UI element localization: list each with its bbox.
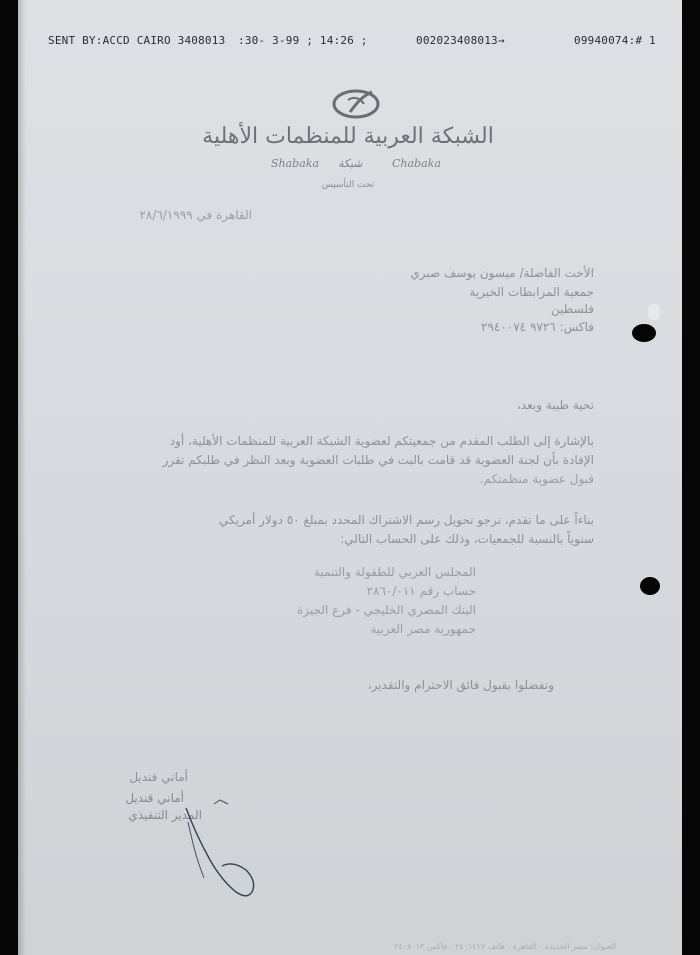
signatory-name: أماني قنديل bbox=[125, 791, 184, 805]
letter-date: القاهرة في ٢٨/٦/١٩٩٩ bbox=[139, 208, 252, 222]
founding-note: تحت التأسيس bbox=[321, 180, 375, 190]
org-name-arabic: الشبكة العربية للمنظمات الأهلية bbox=[202, 124, 494, 149]
punch-hole bbox=[632, 324, 656, 342]
shabaka-logo-icon bbox=[330, 86, 386, 122]
signature-stroke-icon bbox=[158, 770, 268, 910]
recipient-name: الأخت الفاضلة/ ميسون يوسف صبري bbox=[410, 266, 594, 280]
fax-date-time: :30- 3-99 ; 14:26 ; bbox=[238, 34, 368, 47]
fax-from-number: 002023408013→ bbox=[416, 34, 505, 47]
letter-greeting: تحية طيبة وبعد، bbox=[516, 398, 594, 412]
paragraph-2-line: بناءاً على ما تقدم، نرجو تحويل رسم الاشتراك المحدد بمبلغ ٥٠ دولار أمريكي bbox=[218, 513, 594, 527]
account-line: البنك المصري الخليجي - فرع الجيزة bbox=[297, 603, 476, 617]
letter-closing: وتفضلوا بقبول فائق الاحترام والتقدير، bbox=[367, 678, 554, 692]
fax-transmission-header bbox=[18, 34, 682, 50]
org-name-latin-right: Chabaka bbox=[392, 157, 441, 170]
recipient-fax: فاكس: ٩٧٢٦ ٢٩٤٠٠٧٤ bbox=[481, 320, 594, 334]
paper-stain bbox=[648, 304, 660, 320]
account-line: حساب رقم ٢٨٦٠/٠١١ bbox=[366, 584, 476, 598]
recipient-country: فلسطين bbox=[550, 302, 594, 316]
fax-page bbox=[18, 0, 682, 955]
fax-page-number: 09940074:# 1 bbox=[574, 34, 656, 47]
signature-handwritten: أماني قنديل bbox=[129, 770, 188, 784]
paragraph-1-line: قبول عضوية منظمتكم. bbox=[479, 472, 594, 486]
fax-sent-by: SENT BY:ACCD CAIRO 3408013 bbox=[48, 34, 226, 47]
recipient-organization: جمعية المرابطات الخيرية bbox=[469, 285, 594, 299]
paragraph-1-line: بالإشارة إلى الطلب المقدم من جمعيتكم لعضوية الشبكة العربية للمنظمات الأهلية، أود bbox=[169, 434, 594, 448]
punch-hole bbox=[640, 577, 660, 595]
letterhead-footer: العنوان: مصر الجديدة - القاهرة - هاتف ٢٤٠١٤١٧ - فاكس ٢٤٠٨٠١٣ bbox=[394, 942, 616, 951]
org-name-latin-left: Shabaka bbox=[271, 157, 320, 170]
account-line: المجلس العربي للطفولة والتنمية bbox=[314, 565, 476, 579]
signatory-title: المدير التنفيذي bbox=[128, 808, 202, 822]
paragraph-1-line: الإفادة بأن لجنة العضوية قد قامت بالبت في طلبات العضوية وبعد النظر في طلبكم تقرر bbox=[162, 453, 594, 467]
org-name-arabic-small: شبكة bbox=[338, 157, 363, 170]
paragraph-2-line: سنوياً بالنسبة للجمعيات، وذلك على الحساب التالي: bbox=[340, 532, 594, 546]
account-line: جمهورية مصر العربية bbox=[370, 622, 476, 636]
